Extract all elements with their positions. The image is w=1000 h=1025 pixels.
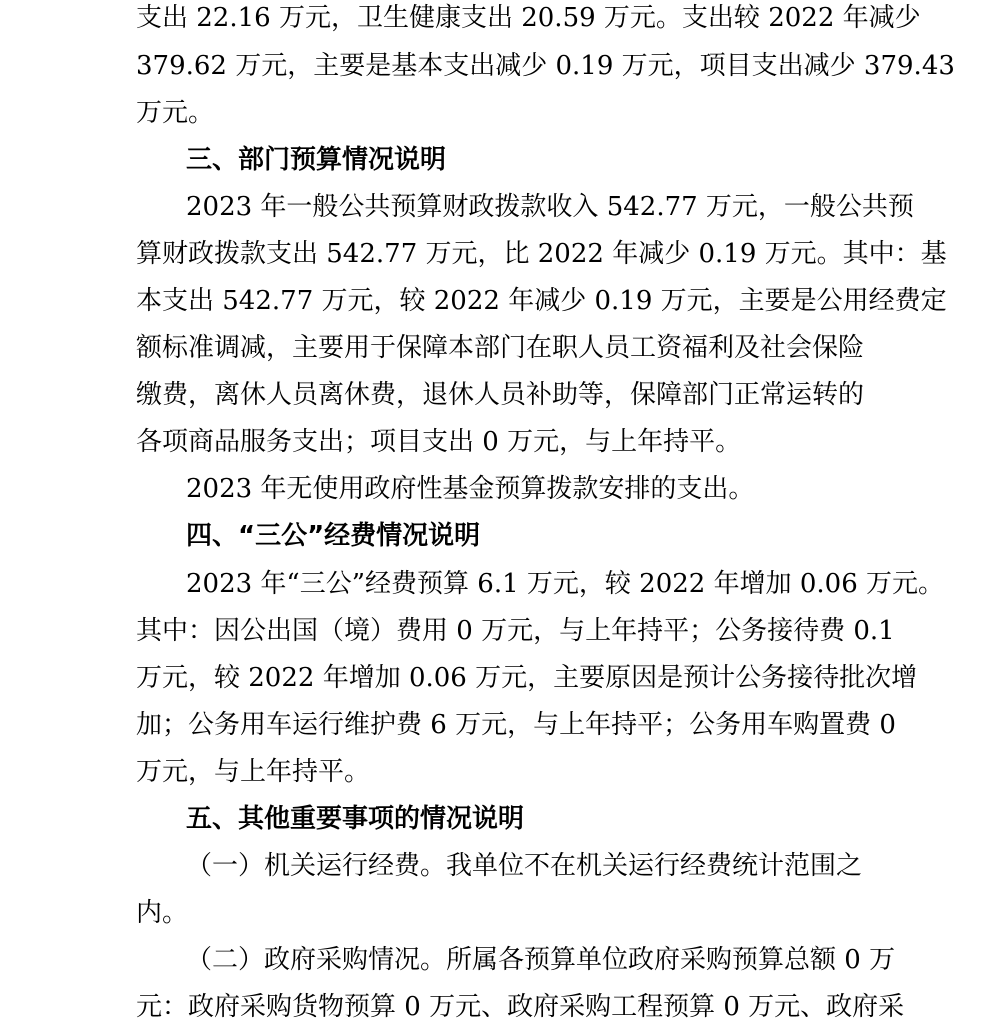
paragraph-line: 2023 年一般公共预算财政拨款收入 542.77 万元，一般公共预 — [186, 192, 914, 222]
paragraph-line: 各项商品服务支出；项目支出 0 万元，与上年持平。 — [136, 427, 742, 457]
paragraph-line: 支出 22.16 万元，卫生健康支出 20.59 万元。支出较 2022 年减少 — [136, 3, 921, 33]
paragraph-line: 算财政拨款支出 542.77 万元，比 2022 年减少 0.19 万元。其中：基 — [136, 239, 947, 269]
paragraph-line: （一）机关运行经费。我单位不在机关运行经费统计范围之 — [186, 851, 863, 881]
paragraph-line: 加；公务用车运行维护费 6 万元，与上年持平；公务用车购置费 0 — [136, 710, 896, 740]
section-heading-3: 三、部门预算情况说明 — [186, 145, 447, 175]
paragraph-line: （二）政府采购情况。所属各预算单位政府采购预算总额 0 万 — [186, 945, 896, 975]
section-heading-4: 四、“三公”经费情况说明 — [186, 521, 481, 551]
paragraph-line: 其中：因公出国（境）费用 0 万元，与上年持平；公务接待费 0.1 — [136, 616, 895, 646]
paragraph-line: 本支出 542.77 万元，较 2022 年减少 0.19 万元，主要是公用经费定 — [136, 286, 947, 316]
paragraph-line: 额标准调减，主要用于保障本部门在职人员工资福利及社会保险 — [136, 333, 865, 363]
paragraph-line: 2023 年“三公”经费预算 6.1 万元，较 2022 年增加 0.06 万元。 — [186, 569, 945, 599]
section-heading-5: 五、其他重要事项的情况说明 — [186, 804, 525, 834]
paragraph-line: 万元，较 2022 年增加 0.06 万元，主要原因是预计公务接待批次增 — [136, 663, 918, 693]
paragraph-line: 万元，与上年持平。 — [136, 757, 371, 787]
paragraph-line: 2023 年无使用政府性基金预算拨款安排的支出。 — [186, 474, 755, 504]
paragraph-line: 缴费，离休人员离休费，退休人员补助等，保障部门正常运转的 — [136, 380, 865, 410]
paragraph-line: 万元。 — [136, 98, 215, 128]
paragraph-line: 379.62 万元，主要是基本支出减少 0.19 万元，项目支出减少 379.43 — [136, 51, 955, 81]
paragraph-line: 内。 — [136, 898, 189, 928]
paragraph-line: 元：政府采购货物预算 0 万元、政府采购工程预算 0 万元、政府采 — [136, 992, 905, 1022]
